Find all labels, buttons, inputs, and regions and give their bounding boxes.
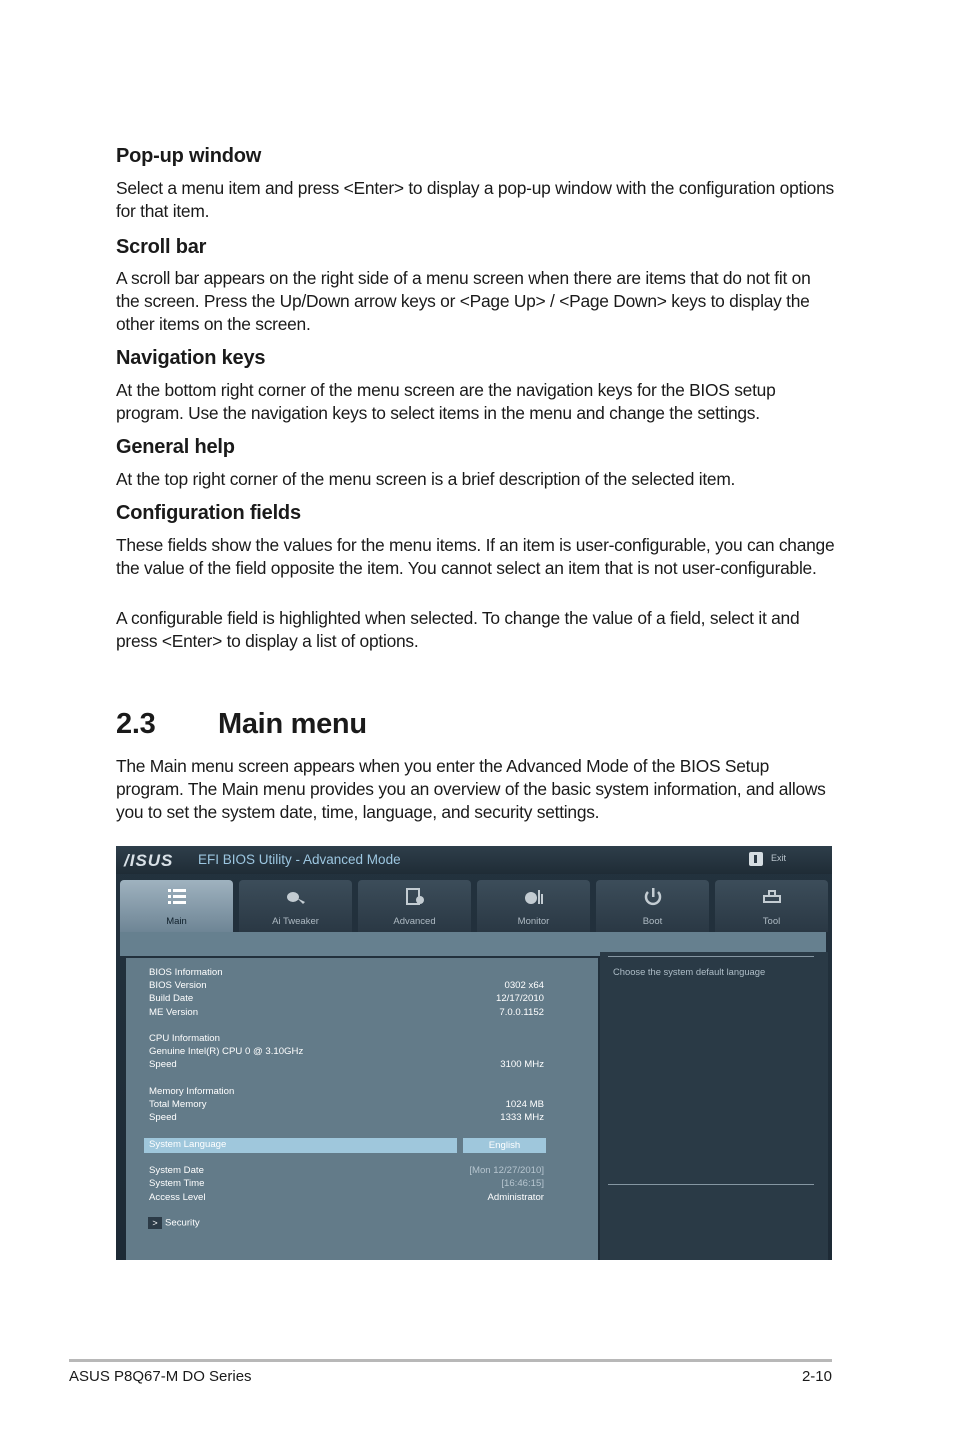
security-submenu[interactable]: [148, 1217, 200, 1229]
section-number: 2.3: [116, 708, 156, 740]
tab-monitor[interactable]: [477, 880, 590, 932]
help-divider-bottom: [608, 1184, 814, 1185]
row-bios-information: BIOS Information: [149, 967, 223, 978]
monitor-icon: [523, 888, 545, 906]
tweaker-icon: [285, 888, 307, 906]
row-bios-version: BIOS Version 0302 x64: [149, 980, 544, 991]
row-access-level: Access Level Administrator: [149, 1192, 544, 1203]
heading-popup-window: Pop-up window: [116, 145, 262, 167]
tool-icon: [761, 888, 783, 906]
power-icon: [642, 888, 664, 906]
bios-title: EFI BIOS Utility - Advanced Mode: [198, 852, 401, 867]
row-me-version: ME Version 7.0.0.1152: [149, 1007, 544, 1018]
paragraph-main-menu-intro: The Main menu screen appears when you enter the Advanced Mode of the BIOS Setup program. The Main menu provides you an overview of the basic system information, and allows you to set the system date, time, language, and security settings.: [116, 756, 826, 822]
section-title: [116, 708, 367, 741]
bios-main-panel: [126, 958, 598, 1260]
heading-general-help: General help: [116, 436, 235, 458]
general-help-panel: [600, 952, 828, 1260]
tab-main[interactable]: [120, 880, 233, 932]
paragraph-popup-window: Select a menu item and press <Enter> to display a pop-up window with the configuration options for that item.: [116, 178, 834, 221]
row-cpu-information: CPU Information: [149, 1033, 220, 1044]
system-language-value[interactable]: English: [463, 1138, 546, 1153]
row-memory-speed: Speed 1333 MHz: [149, 1112, 544, 1123]
system-language-label: System Language: [149, 1139, 227, 1150]
asus-logo: /ISUS: [124, 851, 174, 870]
tab-label: Boot: [642, 916, 663, 927]
bios-title-bar: [116, 846, 832, 874]
footer-product: ASUS P8Q67-M DO Series: [69, 1368, 252, 1385]
security-label: Security: [165, 1217, 200, 1229]
tab-ai-tweaker[interactable]: [239, 880, 352, 932]
row-cpu-speed: Speed 3100 MHz: [149, 1059, 544, 1070]
row-memory-information: Memory Information: [149, 1086, 235, 1097]
paragraph-scroll-bar: A scroll bar appears on the right side of a menu screen when there are items that do not fit on the screen. Press the Up/Down arrow keys or <Page Up> / <Page Down> keys to display the other items on the screen.: [116, 268, 811, 334]
tab-label: Tool: [762, 916, 781, 927]
exit-label: Exit: [771, 853, 787, 863]
tab-label: Main: [166, 916, 187, 927]
bios-tab-bar: [120, 880, 830, 932]
tab-boot[interactable]: [596, 880, 709, 932]
heading-scroll-bar: Scroll bar: [116, 236, 207, 258]
exit-icon: [749, 852, 763, 866]
row-system-time[interactable]: System Time [16:46:15]: [149, 1178, 544, 1189]
row-system-date[interactable]: System Date [Mon 12/27/2010]: [149, 1165, 544, 1176]
row-total-memory: Total Memory 1024 MB: [149, 1099, 544, 1110]
tab-label: Ai Tweaker: [272, 916, 319, 927]
section-title-text: Main menu: [218, 708, 367, 740]
paragraph-configuration-fields-2: A configurable field is highlighted when selected. To change the value of a field, select it and press <Enter> to display a list of options.: [116, 608, 800, 651]
help-text: Choose the system default language: [613, 966, 766, 977]
footer-page-number: 2-10: [801, 1368, 832, 1385]
system-language-row[interactable]: [144, 1138, 457, 1153]
tab-label: Advanced: [393, 916, 436, 927]
advanced-icon: [404, 888, 426, 906]
heading-navigation-keys: Navigation keys: [116, 347, 266, 369]
row-cpu-name: Genuine Intel(R) CPU 0 @ 3.10GHz: [149, 1046, 304, 1057]
bios-screenshot: [116, 846, 832, 1260]
heading-configuration-fields: Configuration fields: [116, 502, 301, 524]
paragraph-configuration-fields-1: These fields show the values for the menu items. If an item is user-configurable, you can change the value of the field opposite the item. You cannot select an item that is not user-configurable.: [116, 535, 835, 578]
tab-tool[interactable]: [715, 880, 828, 932]
help-divider-top: [608, 956, 814, 957]
exit-button[interactable]: [741, 851, 829, 869]
footer-divider: [69, 1359, 832, 1362]
tab-advanced[interactable]: [358, 880, 471, 932]
list-icon: [166, 888, 188, 906]
chevron-right-icon: >: [148, 1217, 162, 1229]
row-build-date: Build Date 12/17/2010: [149, 993, 544, 1004]
paragraph-navigation-keys: At the bottom right corner of the menu screen are the navigation keys for the BIOS setup program. Use the navigation keys to select items in the menu and change the settings.: [116, 380, 776, 423]
paragraph-general-help: At the top right corner of the menu screen is a brief description of the selected item.: [116, 469, 736, 489]
tab-label: Monitor: [517, 916, 550, 927]
